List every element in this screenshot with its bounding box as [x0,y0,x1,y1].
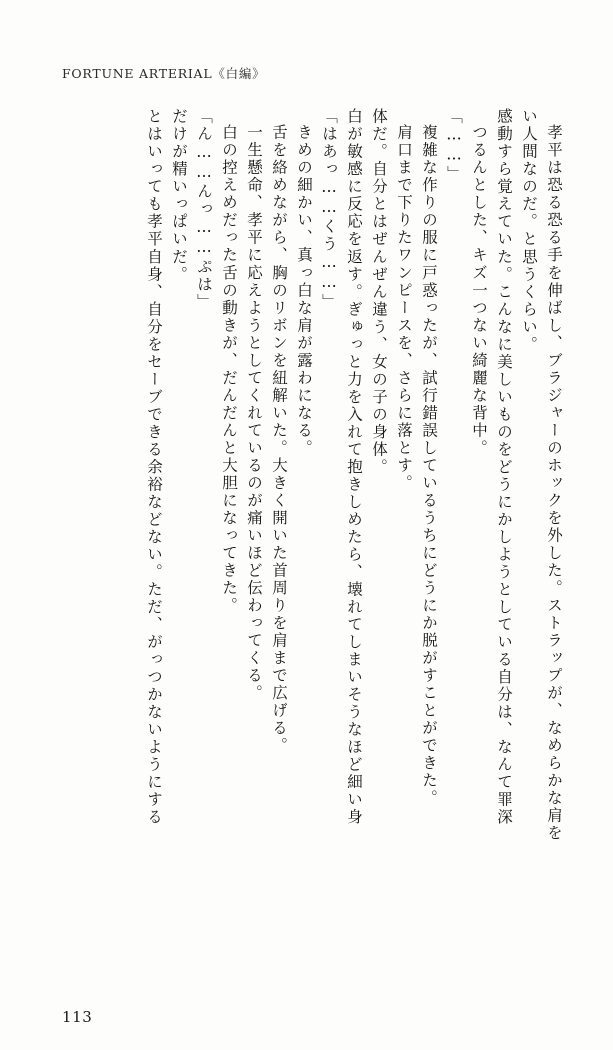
text-column: だけが精いっぱいだ。 [170,108,188,284]
text-column: 「……」 [445,108,463,184]
text-column: とはいっても孝平自身、自分をセーブできる余裕などない。ただ、がっつかないようにする [145,108,163,827]
text-column: 体だ。自分とはぜんぜん違う、女の子の身体。 [370,108,388,476]
text-column: 孝平は恐る恐る手を伸ばし、ブラジャーのホックを外した。ストラップが、なめらかな肩を [545,124,563,843]
text-column: 「はあっ……くう……」 [320,108,338,311]
text-column: 一生懸命、孝平に応えようとしてくれているのが痛いほど伝わってくる。 [245,124,263,702]
vertical-text-body [136,108,561,948]
text-column: 舌を絡めながら、胸のリボンを紐解いた。大きく開いた首周りを肩まで広げる。 [270,124,288,755]
text-column: 肩口まで下りたワンピースを、さらに落とす。 [395,124,413,492]
text-column: きめの細かい、真っ白な肩が露わになる。 [295,124,313,457]
text-column: 複雑な作りの服に戸惑ったが、試行錯誤しているうちにどうにか脱がすことができた。 [420,124,438,808]
text-column: 白の控えめだった舌の動きが、だんだんと大胆になってきた。 [220,124,238,615]
text-column: 白が敏感に反応を返す。ぎゅっと力を入れて抱きしめたら、壊れてしまいそうなほど細い身 [345,108,363,827]
text-column: 「ん……んっ……ぷは」 [195,108,213,311]
text-column: 感動すら覚えていた。こんなに美しいものをどうにかしようとしている自分は、なんて罪深 [495,108,513,827]
text-column: つるんとした、キズ一つない綺麗な背中。 [470,124,488,457]
page-number: 113 [62,1008,93,1026]
running-header: FORTUNE ARTERIAL《白編》 [62,66,266,81]
text-column: い人間なのだ。と思うくらい。 [520,108,538,354]
